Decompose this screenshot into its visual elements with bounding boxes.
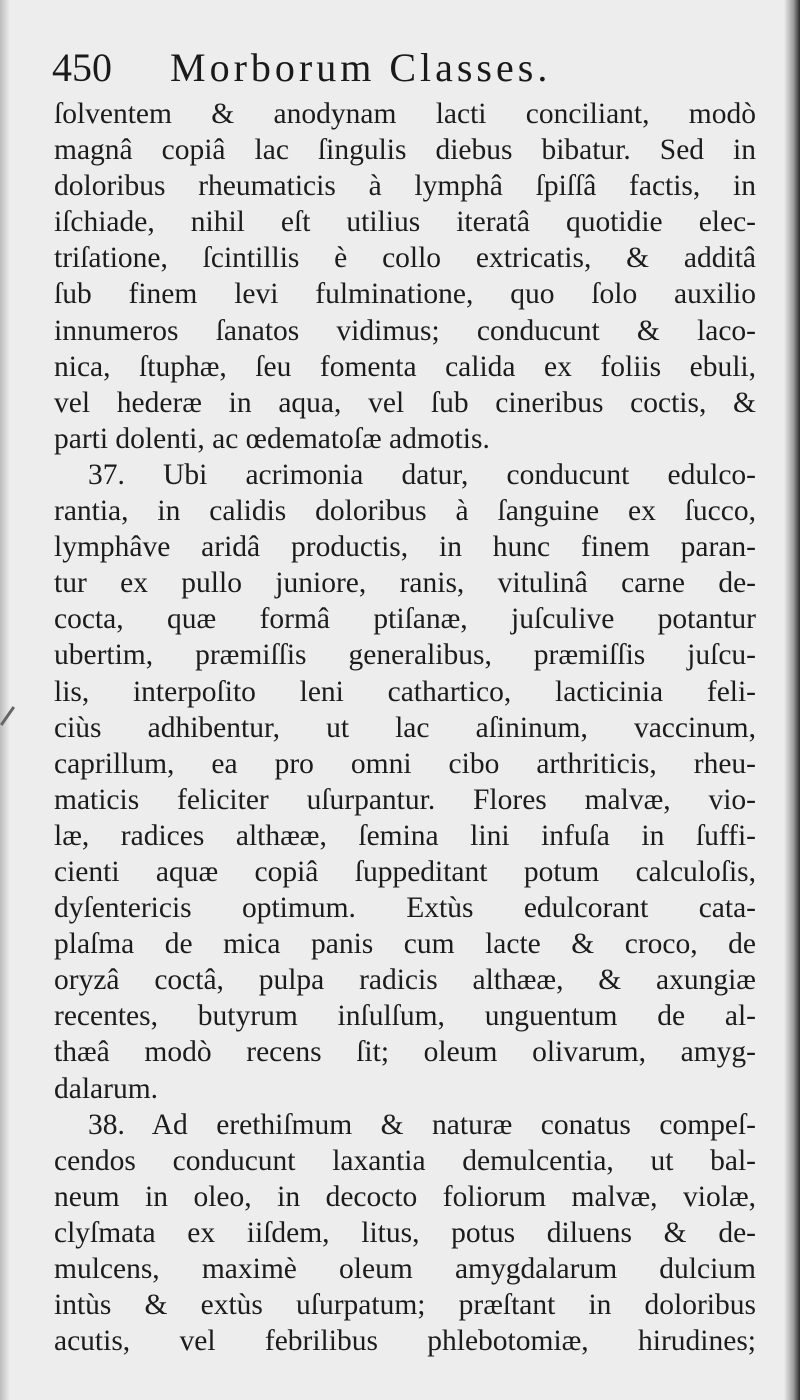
text-line: læ, radices althææ, ſemina lini infuſa in ſuffi- <box>54 819 756 852</box>
text-line: lis, interpoſito leni cathartico, lacticinia feli- <box>54 675 756 708</box>
text-line: iſchiade, nihil eſt utilius iteratâ quotidie elec- <box>54 206 756 239</box>
paragraph-start-line: 37. Ubi acrimonia datur, conducunt edulco- <box>88 458 756 491</box>
text-line: thæâ modò recens ſit; oleum olivarum, amyg- <box>54 1036 756 1069</box>
text-line: rantia, in calidis doloribus à ſanguine ex ſucco, <box>54 495 756 528</box>
text-line: acutis, vel febrilibus phlebotomiæ, hirudines; <box>54 1325 756 1358</box>
text-line: neum in oleo, in decocto foliorum malvæ, violæ, <box>54 1180 756 1213</box>
text-line: oryzâ coctâ, pulpa radicis althææ, & axungiæ <box>54 964 756 997</box>
page-heading: Morborum Classes. <box>170 45 552 90</box>
text-line: maticis feliciter uſurpantur. Flores malvæ, vio- <box>54 783 756 816</box>
text-line: innumeros ſanatos vidimus; conducunt & laco- <box>54 314 756 347</box>
text-line: triſatione, ſcintillis è collo extricatis, & additâ <box>54 242 756 275</box>
text-line: cocta, quæ formâ ptiſanæ, juſculive potantur <box>54 603 756 636</box>
text-line: ſolventem & anodynam lacti conciliant, modò <box>54 98 756 130</box>
running-head <box>52 44 752 94</box>
text-line: ubertim, præmiſſis generalibus, præmiſſis juſcu- <box>54 639 756 672</box>
text-line: clyſmata ex iiſdem, litus, potus diluens & de- <box>54 1216 756 1249</box>
text-line: tur ex pullo juniore, ranis, vitulinâ carne de- <box>54 567 756 600</box>
text-line: nica, ſtuphæ, ſeu fomenta calida ex foliis ebuli, <box>54 350 756 383</box>
text-line: plaſma de mica panis cum lacte & croco, de <box>54 928 756 961</box>
margin-mark <box>0 706 15 726</box>
text-line: lymphâve aridâ productis, in hunc finem paran- <box>54 531 756 564</box>
text-line: caprillum, ea pro omni cibo arthriticis, rheu- <box>54 747 756 780</box>
text-line: intùs & extùs uſurpatum; præſtant in doloribus <box>54 1289 756 1322</box>
page-number: 450 <box>52 45 112 90</box>
text-line: mulcens, maximè oleum amygdalarum dulcium <box>54 1253 756 1285</box>
paragraph-start-line: 38. Ad erethiſmum & naturæ conatus compeſ- <box>88 1108 756 1141</box>
text-line: recentes, butyrum inſulſum, unguentum de al- <box>54 1000 756 1033</box>
text-line: parti dolenti, ac œdematoſæ admotis. <box>54 422 490 455</box>
text-body <box>54 96 756 1359</box>
text-line: dyſentericis optimum. Extùs edulcorant cata- <box>54 892 756 925</box>
text-line: cienti aquæ copiâ ſuppeditant potum calculoſis, <box>54 855 756 888</box>
text-line: doloribus rheumaticis à lymphâ ſpiſſâ factis, in <box>54 170 756 203</box>
text-line: vel hederæ in aqua, vel ſub cineribus coctis, & <box>54 386 756 419</box>
text-line: ciùs adhibentur, ut lac aſininum, vaccinum, <box>54 711 756 744</box>
text-line: dalarum. <box>54 1072 159 1105</box>
text-line: magnâ copiâ lac ſingulis diebus bibatur. Sed in <box>54 134 756 167</box>
text-line: cendos conducunt laxantia demulcentia, ut bal- <box>54 1144 756 1177</box>
text-line: ſub finem levi fulminatione, quo ſolo auxilio <box>54 278 756 311</box>
